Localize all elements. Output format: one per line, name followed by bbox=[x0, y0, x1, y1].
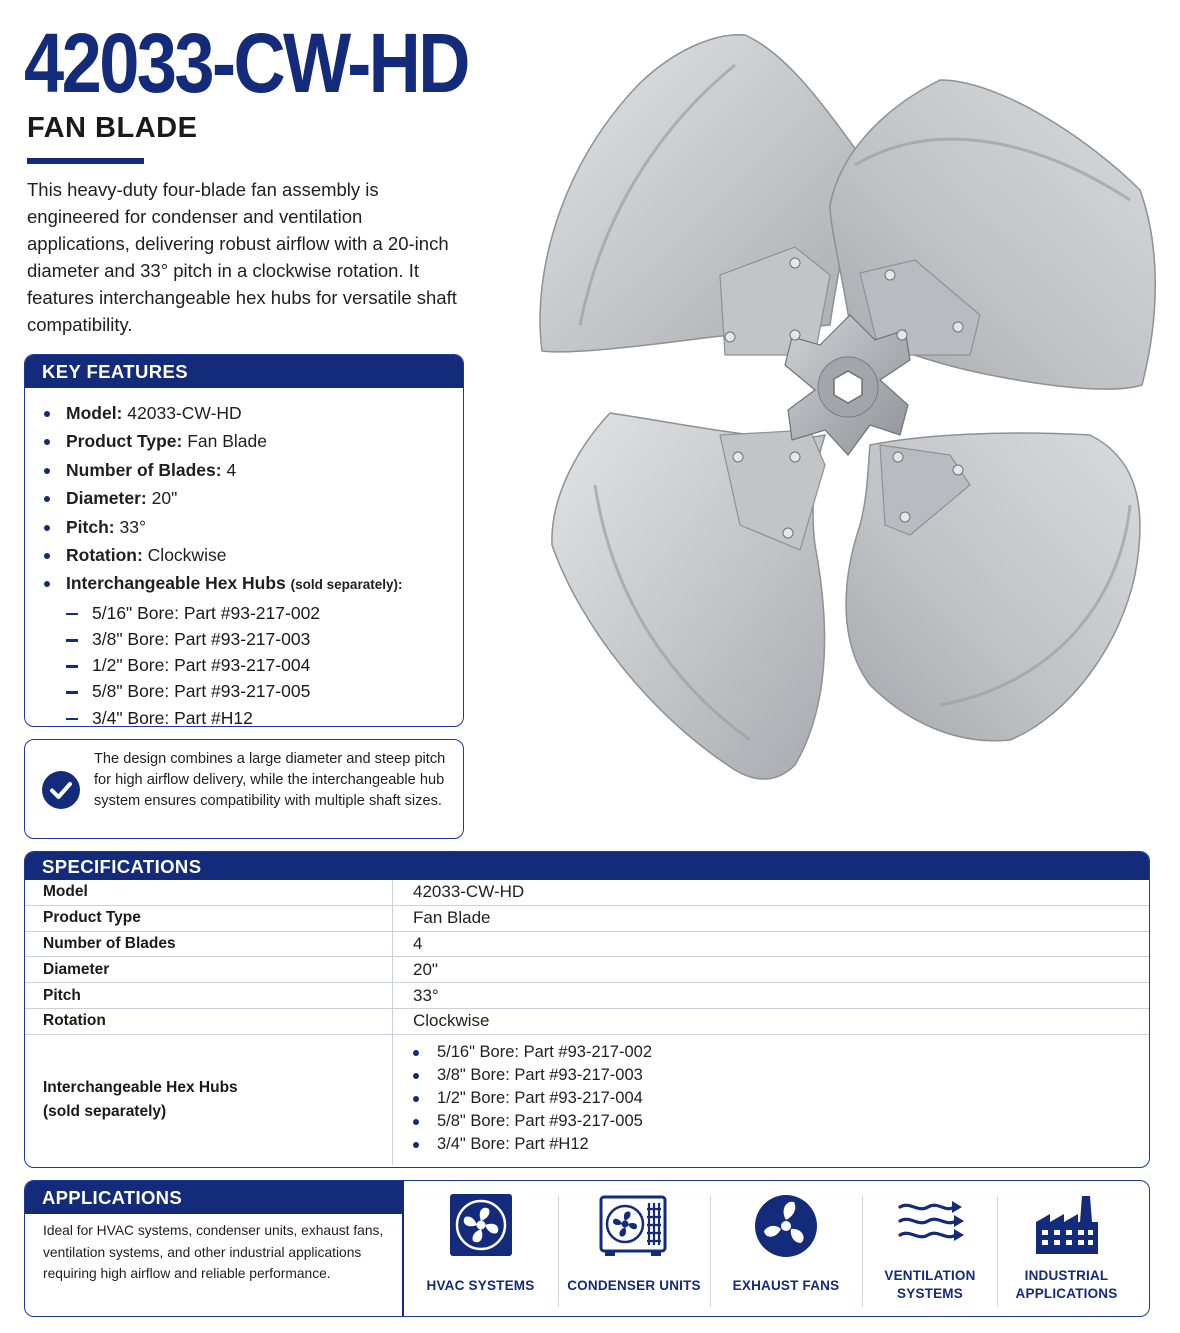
exhaust-fan-icon bbox=[753, 1193, 819, 1259]
app-label: INDUSTRIAL bbox=[1024, 1268, 1109, 1283]
app-label: EXHAUST FANS bbox=[732, 1278, 840, 1293]
spec-row bbox=[25, 957, 1149, 983]
spec-label: Model bbox=[25, 880, 393, 905]
hub-bore-item: 5/8" Bore: Part #93-217-005 bbox=[66, 678, 463, 704]
feature-item: Pitch: 33° bbox=[42, 513, 463, 541]
spec-label: Number of Blades bbox=[25, 932, 393, 957]
applications-description: Ideal for HVAC systems, condenser units, exhaust fans, ventilation systems, and other industrial applications requiring high airflow and reliable performance. bbox=[43, 1223, 384, 1281]
app-label: APPLICATIONS bbox=[1015, 1286, 1118, 1301]
spec-value: 33° bbox=[413, 985, 439, 1005]
app-label: HVAC SYSTEMS bbox=[426, 1278, 535, 1293]
spec-hub-item: 1/2" Bore: Part #93-217-004 bbox=[413, 1087, 652, 1110]
spec-label-hubs bbox=[25, 1035, 393, 1165]
spec-row bbox=[25, 880, 1149, 906]
app-label: SYSTEMS bbox=[897, 1286, 963, 1301]
key-features-heading: KEY FEATURES bbox=[25, 355, 463, 388]
spec-row bbox=[25, 906, 1149, 932]
app-tile-condenser bbox=[559, 1181, 709, 1317]
fan-blade-image bbox=[530, 25, 1170, 785]
product-code-title: 42033-CW-HD bbox=[24, 16, 468, 110]
spec-row bbox=[25, 983, 1149, 1009]
app-label: VENTILATION bbox=[884, 1268, 976, 1283]
product-category: FAN BLADE bbox=[27, 112, 198, 144]
app-tile-industrial bbox=[998, 1181, 1135, 1317]
callout-text: The design combines a large diameter and steep pitch for high airflow delivery, while the interchangeable hub system ensures compatibility with multiple shaft sizes. bbox=[94, 751, 446, 809]
spec-value: 42033-CW-HD bbox=[413, 882, 525, 902]
applications-panel bbox=[24, 1180, 1150, 1317]
condenser-unit-icon bbox=[599, 1193, 667, 1259]
spec-hub-item: 5/8" Bore: Part #93-217-005 bbox=[413, 1110, 652, 1133]
app-tile-ventilation bbox=[863, 1181, 997, 1317]
title-underline bbox=[27, 158, 144, 164]
hvac-fan-icon bbox=[449, 1193, 513, 1257]
spec-value: Fan Blade bbox=[413, 908, 491, 928]
hub-bore-item: 5/16" Bore: Part #93-217-002 bbox=[66, 600, 463, 626]
airflow-waves-icon bbox=[896, 1199, 964, 1251]
hub-bore-item: 3/8" Bore: Part #93-217-003 bbox=[66, 626, 463, 652]
spec-row bbox=[25, 1009, 1149, 1035]
factory-icon bbox=[1034, 1194, 1100, 1256]
spec-label: Product Type bbox=[25, 906, 393, 931]
hub-bore-list bbox=[25, 600, 463, 727]
spec-hub-item: 3/4" Bore: Part #H12 bbox=[413, 1133, 652, 1156]
applications-heading: APPLICATIONS bbox=[25, 1181, 402, 1214]
check-circle-icon bbox=[42, 771, 80, 809]
hub-bore-item: 1/2" Bore: Part #93-217-004 bbox=[66, 652, 463, 678]
spec-row bbox=[25, 932, 1149, 958]
feature-item: Product Type: Fan Blade bbox=[42, 427, 463, 455]
feature-item: Number of Blades: 4 bbox=[42, 456, 463, 484]
feature-item: Rotation: Clockwise bbox=[42, 541, 463, 569]
spec-hubs-label-line: Interchangeable Hex Hubs bbox=[43, 1078, 238, 1096]
feature-item: Diameter: 20" bbox=[42, 484, 463, 512]
feature-item: Model: 42033-CW-HD bbox=[42, 399, 463, 427]
hex-bore bbox=[834, 371, 862, 403]
spec-label: Rotation bbox=[25, 1009, 393, 1034]
specifications-heading: SPECIFICATIONS bbox=[25, 852, 1149, 880]
app-label: CONDENSER UNITS bbox=[567, 1278, 701, 1293]
design-callout bbox=[24, 739, 464, 839]
specifications-panel bbox=[24, 851, 1150, 1168]
app-tile-exhaust bbox=[711, 1181, 861, 1317]
spec-hub-item: 5/16" Bore: Part #93-217-002 bbox=[413, 1041, 652, 1064]
product-intro: This heavy-duty four-blade fan assembly is engineered for condenser and ventilation applications, delivering robust airflow with a 20-inch diameter and 33° pitch in a clockwise rotation. It features interchangeable hex hubs for versatile shaft compatibility. bbox=[27, 179, 457, 335]
spec-label: Diameter bbox=[25, 957, 393, 982]
app-tile-hvac bbox=[403, 1181, 558, 1317]
spec-value: Clockwise bbox=[413, 1011, 490, 1031]
spec-hubs-label-note: (sold separately) bbox=[43, 1102, 167, 1120]
spec-value: 20" bbox=[413, 959, 438, 979]
spec-hubs-list bbox=[393, 1035, 652, 1165]
key-features-panel bbox=[24, 354, 464, 727]
spec-row-hubs bbox=[25, 1035, 1149, 1165]
key-features-list bbox=[25, 388, 463, 600]
spec-hub-item: 3/8" Bore: Part #93-217-003 bbox=[413, 1064, 652, 1087]
spec-value: 4 bbox=[413, 933, 423, 953]
feature-item-hubs: Interchangeable Hex Hubs (sold separately): bbox=[42, 569, 463, 599]
spec-label: Pitch bbox=[25, 983, 393, 1008]
hub-bore-item: 3/4" Bore: Part #H12 bbox=[66, 705, 463, 727]
